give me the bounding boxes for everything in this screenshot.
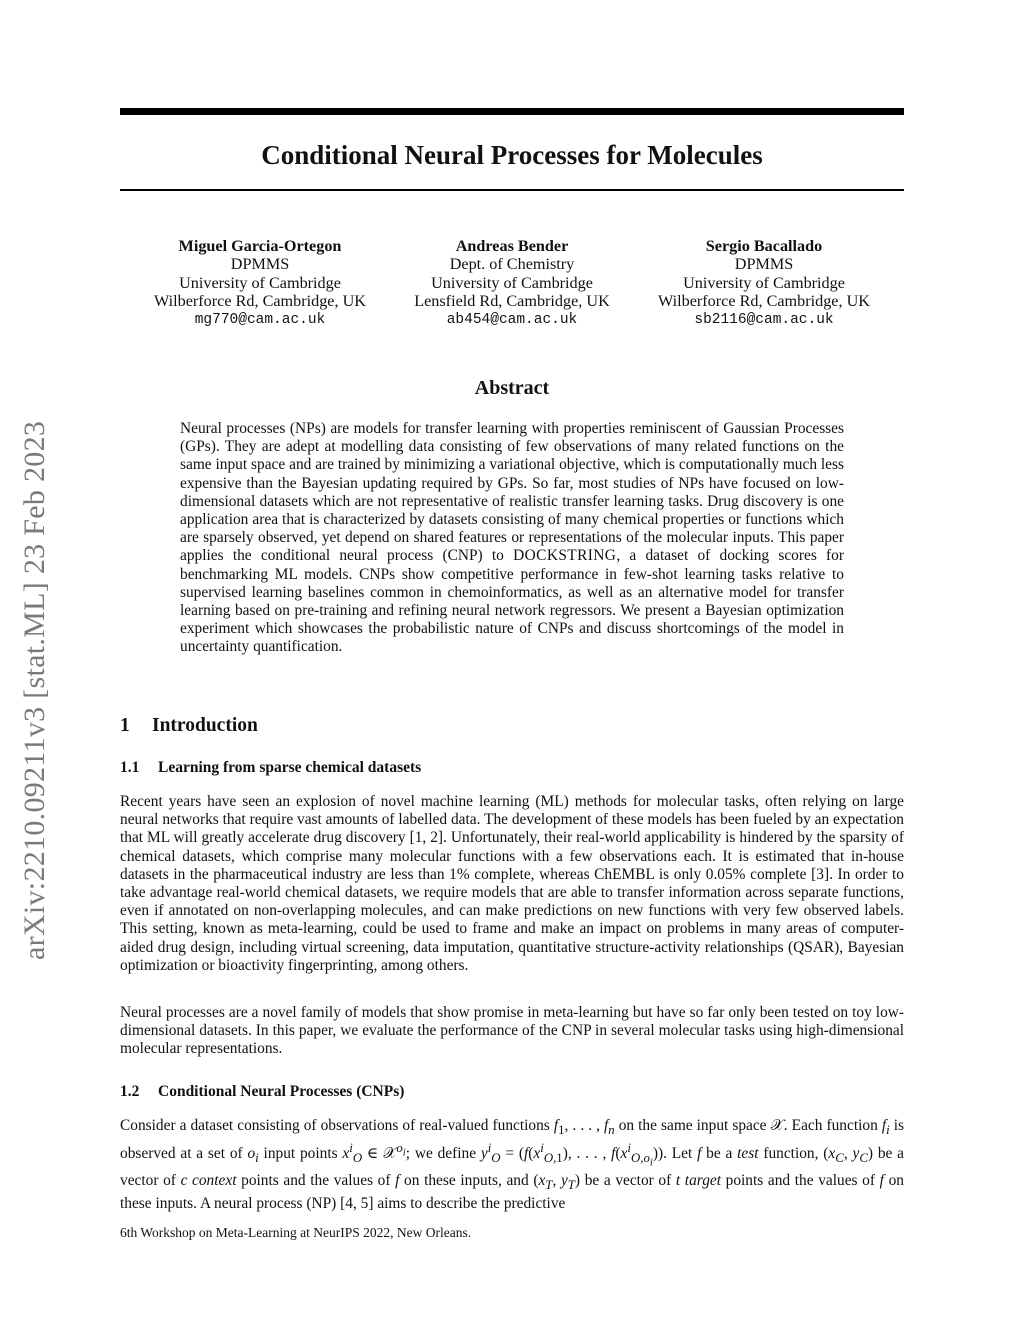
paper-title: Conditional Neural Processes for Molecules xyxy=(261,140,763,170)
author-institution: University of Cambridge xyxy=(683,273,845,292)
subsection-heading-1-1 xyxy=(120,759,421,777)
arxiv-identifier: arXiv:2210.09211v3 [stat.ML] 23 Feb 2023 xyxy=(18,420,51,960)
abstract-text-part-1: Neural processes (NPs) are models for transfer learning with properties reminiscent of Gaussian Processes (GPs). They are adept at modelling data consisting of few observations of many related functions on the same input space and are trained by minimizing a variational objective, which is computationally much less expensive than the Bayesian updating required by GPs. So far, most studies of NPs have focused on low-dimensional datasets which are not representative of realistic transfer learning tasks. Drug discovery is one application area that is characterized by datasets consisting of many chemical properties or functions which are sparsely observed, yet depend on shared features or representations of the molecular inputs. This paper applies the conditional neural process (CNP) to xyxy=(180,420,844,565)
author-name: Andreas Bender xyxy=(455,237,569,255)
paragraph-intro-2: Neural processes are a novel family of models that show promise in meta-learning but have so far only been tested on toy low-dimensional datasets. In this paper, we evaluate the performance of the CNP in several molecular tasks using high-dimensional molecular representations. xyxy=(120,1004,904,1058)
title-rule-top xyxy=(120,108,904,115)
author-2 xyxy=(392,237,632,329)
subsection-heading-1-2 xyxy=(120,1083,404,1101)
section-title: Introduction xyxy=(152,715,258,736)
section-number: 1 xyxy=(120,715,130,736)
author-dept: DPMMS xyxy=(734,255,794,274)
author-address: Wilberforce Rd, Cambridge, UK xyxy=(154,292,366,311)
author-email: mg770@cam.ac.uk xyxy=(194,311,326,328)
author-3 xyxy=(644,237,884,329)
page-footer: 6th Workshop on Meta-Learning at NeurIPS 2022, New Orleans. xyxy=(120,1225,472,1240)
subsection-title: Conditional Neural Processes (CNPs) xyxy=(158,1083,405,1100)
title-rule-bottom xyxy=(120,189,904,191)
author-dept: DPMMS xyxy=(230,255,290,274)
subsection-title: Learning from sparse chemical datasets xyxy=(158,759,422,776)
subsection-number: 1.1 xyxy=(120,759,140,776)
paragraph-cnp-definition: Consider a dataset consisting of observations of real-valued functions $f_1$, . . . , $f_n$ on the same input space 𝒳. Each function $f_i$ is observed at a set of $o_i$ input points $x^i_O$ ∈ 𝒳$^{o_i}$; we define $y^i_O = (f(x^i_{O,1})$, . . . , $f(x^i_{O,o_i})$). Let f be a test function, ($x_C$, $y_C$) be a vector of c context points and the values of f on these inputs, and ($x_T$, $y_T$) be a vector of t target points and the values of f on these inputs. A neural process (NP) [4, 5] aims to describe the predictive xyxy=(120,1117,904,1212)
abstract-text-part-2: , a dataset of docking scores for benchmarking ML models. CNPs show competitive performance in few-shot learning tasks relative to supervised learning baselines common in chemoinformatics, as well as an alternative model for transfer learning based on pre-training and refining neural network regressors. We present a Bayesian optimization experiment which showcases the probabilistic nature of CNPs and discuss shortcomings of the model in uncertainty quantification. xyxy=(180,547,844,656)
subsection-number: 1.2 xyxy=(120,1083,140,1100)
author-address: Wilberforce Rd, Cambridge, UK xyxy=(658,292,870,311)
abstract-text xyxy=(180,420,844,657)
author-name: Miguel Garcia-Ortegon xyxy=(178,237,342,255)
author-dept: Dept. of Chemistry xyxy=(449,255,575,274)
section-heading-introduction xyxy=(120,715,258,737)
paragraph-intro-1: Recent years have seen an explosion of novel machine learning (ML) methods for molecular tasks, often relying on large neural networks that require vast amounts of labelled data. The development of these models has been fueled by an expectation that ML will greatly accelerate drug discovery [1, 2]. Unfortunately, their real-world applicability is hindered by the sparsity of chemical datasets, which comprise many molecular functions with a few observations each. It is estimated that in-house datasets in the pharmaceutical industry are less than 1% complete, whereas ChEMBL is only 0.05% complete [3]. In order to take advantage real-world chemical datasets, we require models that are able to transfer information across separate functions, even if annotated on non-overlapping molecules, and can make predictions on new functions with very few observed labels. This setting, known as meta-learning, could be used to frame and make an impact on problems in many areas of computer-aided drug design, including virtual screening, data imputation, quantitative structure-activity relationships (QSAR), Bayesian optimization or bioactivity fingerprinting, among others. xyxy=(120,793,904,974)
abstract-heading: Abstract xyxy=(474,377,550,399)
author-institution: University of Cambridge xyxy=(431,273,593,292)
author-email: ab454@cam.ac.uk xyxy=(446,311,578,328)
author-address: Lensfield Rd, Cambridge, UK xyxy=(414,292,610,311)
author-email: sb2116@cam.ac.uk xyxy=(694,311,834,328)
author-institution: University of Cambridge xyxy=(179,273,341,292)
author-name: Sergio Bacallado xyxy=(705,237,823,255)
dataset-name: DOCKSTRING xyxy=(513,547,617,565)
author-1 xyxy=(140,237,380,329)
